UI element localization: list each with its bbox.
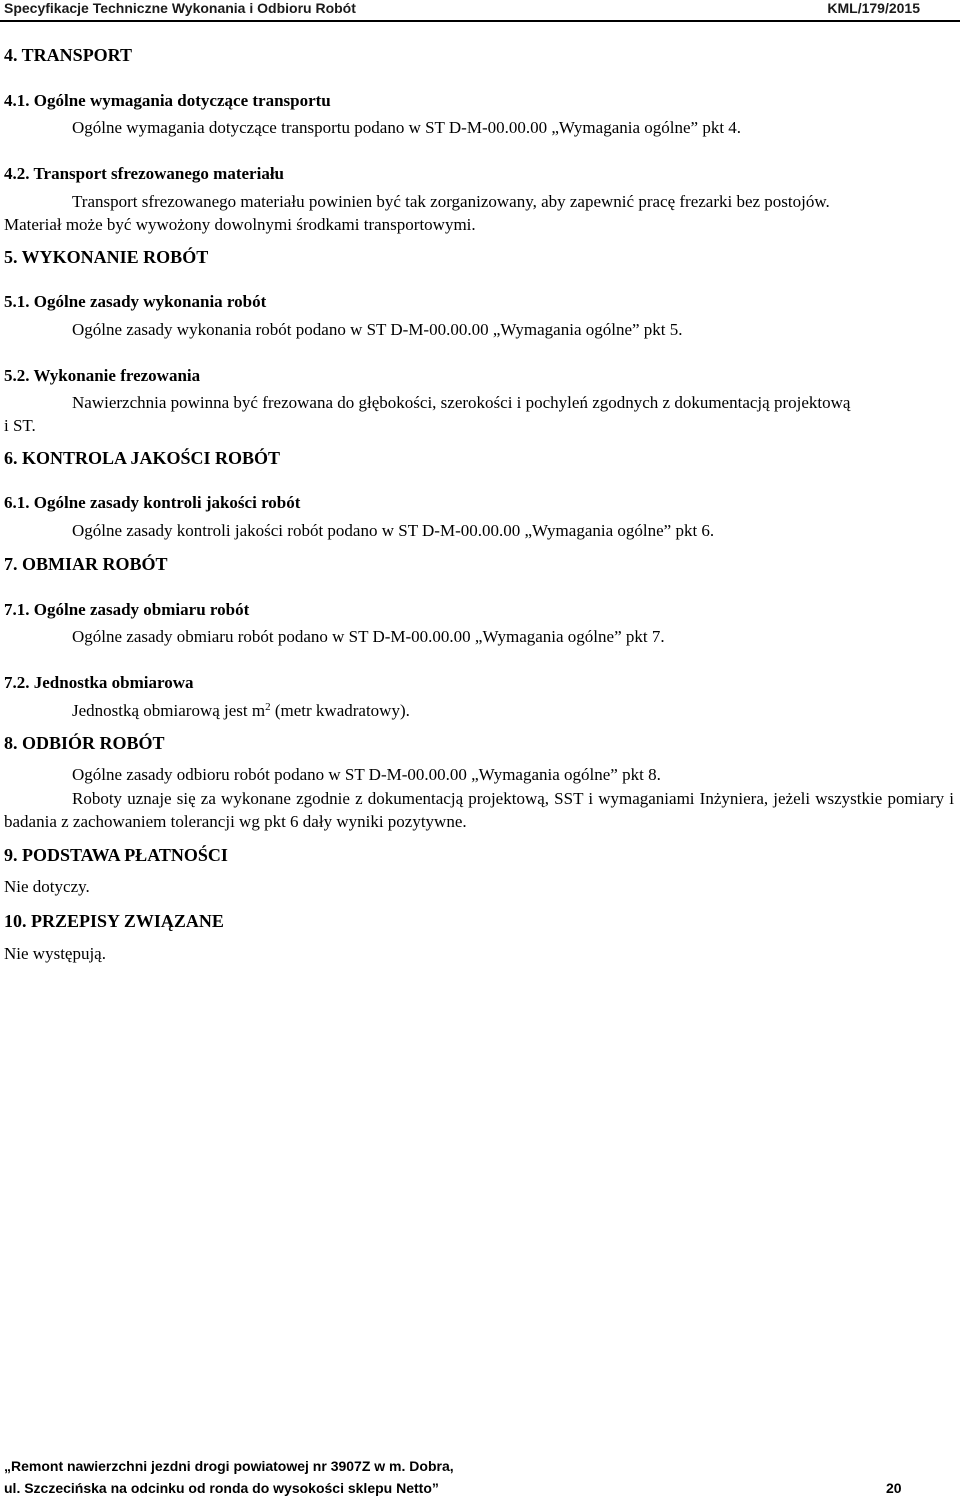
section-5-1-heading: 5.1. Ogólne zasady wykonania robót: [4, 292, 267, 311]
section-10-text: Nie występują.: [4, 944, 106, 963]
section-4-2-text-line2: Materiał może być wywożony dowolnymi środkami transportowymi.: [4, 215, 476, 234]
section-6-heading: 6. KONTROLA JAKOŚCI ROBÓT: [4, 448, 281, 468]
section-5-2-heading: 5.2. Wykonanie frezowania: [4, 366, 201, 385]
section-9-text: Nie dotyczy.: [4, 877, 90, 896]
footer-project-line2: ul. Szczecińska na odcinku od ronda do wysokości sklepu Netto”: [4, 1480, 439, 1496]
section-7-2-text: Jednostką obmiarową jest $m^2$ (metr kwadratowy).: [72, 701, 410, 720]
footer-project-line1: „Remont nawierzchni jezdni drogi powiatowej nr 3907Z w m. Dobra,: [4, 1458, 454, 1474]
section-5-1-text: Ogólne zasady wykonania robót podano w ST D-M-00.00.00 „Wymagania ogólne” pkt 5.: [72, 320, 683, 339]
section-9-heading: 9. PODSTAWA PŁATNOŚCI: [4, 845, 228, 865]
section-4-1-heading: 4.1. Ogólne wymagania dotyczące transportu: [4, 91, 331, 110]
section-5-2-text-line2: i ST.: [4, 416, 36, 435]
section-8-text1: Ogólne zasady odbioru robót podano w ST D-M-00.00.00 „Wymagania ogólne” pkt 8.: [72, 765, 661, 784]
section-7-1-heading: 7.1. Ogólne zasady obmiaru robót: [4, 600, 250, 619]
section-4-2-heading: 4.2. Transport sfrezowanego materiału: [4, 164, 284, 183]
section-10-heading: 10. PRZEPISY ZWIĄZANE: [4, 911, 224, 931]
section-5-2-text-line1: Nawierzchnia powinna być frezowana do głębokości, szerokości i pochyleń zgodnych z dokumentacją projektową: [72, 393, 851, 412]
section-8-heading: 8. ODBIÓR ROBÓT: [4, 733, 165, 753]
section-8-text2: Roboty uznaje się za wykonane zgodnie z dokumentacją projektową, SST i wymaganiami Inżyniera, jeżeli wszystkie pomiary i badania z zachowaniem tolerancji wg pkt 6 dały wyniki pozytywne.: [4, 789, 954, 831]
section-7-heading: 7. OBMIAR ROBÓT: [4, 554, 168, 574]
section-6-1-heading: 6.1. Ogólne zasady kontroli jakości robót: [4, 493, 301, 512]
section-4-2-text-line1: Transport sfrezowanego materiału powinien być tak zorganizowany, aby zapewnić pracę frezarki bez postojów.: [72, 192, 830, 211]
section-4-1-text: Ogólne wymagania dotyczące transportu podano w ST D-M-00.00.00 „Wymagania ogólne” pkt 4.: [72, 118, 742, 137]
superscript-2: 2: [265, 701, 271, 713]
section-6-1-text: Ogólne zasady kontroli jakości robót podano w ST D-M-00.00.00 „Wymagania ogólne” pkt 6.: [72, 521, 715, 540]
section-5-heading: 5. WYKONANIE ROBÓT: [4, 247, 209, 267]
page-number: 20: [886, 1480, 902, 1496]
page-header: [0, 0, 960, 22]
section-7-2-heading: 7.2. Jednostka obmiarowa: [4, 673, 194, 692]
page-footer: [0, 1452, 960, 1496]
document-title: Specyfikacje Techniczne Wykonania i Odbioru Robót: [4, 0, 356, 16]
document-code: KML/179/2015: [827, 0, 920, 16]
section-4-heading: 4. TRANSPORT: [4, 45, 133, 65]
section-7-1-text: Ogólne zasady obmiaru robót podano w ST D-M-00.00.00 „Wymagania ogólne” pkt 7.: [72, 627, 665, 646]
